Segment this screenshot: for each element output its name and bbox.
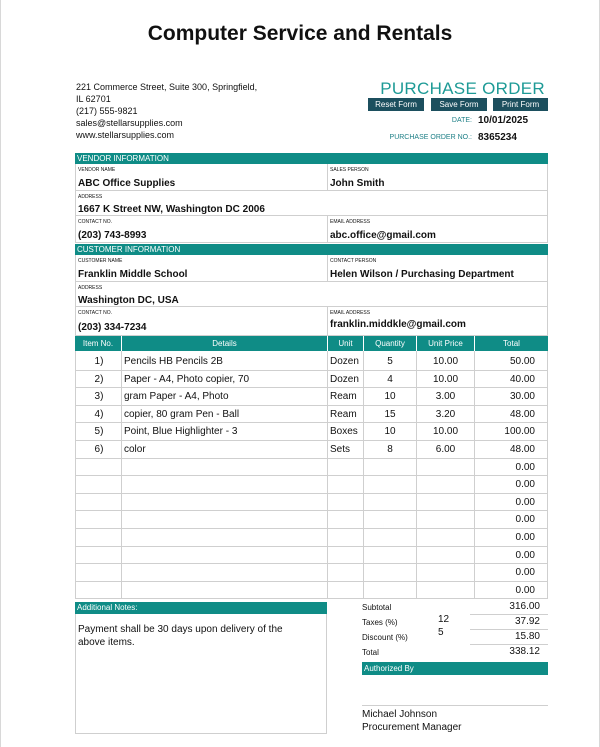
taxes-value: 37.92 xyxy=(514,616,540,627)
cell-unit[interactable]: Ream xyxy=(330,408,357,420)
cell-quantity[interactable] xyxy=(364,459,416,476)
customer-name-label: CUSTOMER NAME xyxy=(78,258,123,264)
discount-label: Discount (%) xyxy=(362,633,408,642)
vendor-name-value: ABC Office Supplies xyxy=(78,178,176,189)
notes-box[interactable] xyxy=(75,614,327,734)
cell-quantity[interactable] xyxy=(364,494,416,511)
cell-unit-price[interactable] xyxy=(417,459,474,476)
cell-total[interactable]: 48.00 xyxy=(509,444,535,455)
customer-name-value: Franklin Middle School xyxy=(78,269,188,280)
cell-unit-price[interactable] xyxy=(417,564,474,581)
vendor-name-label: VENDOR NAME xyxy=(78,167,116,173)
purchase-order-title: PURCHASE ORDER xyxy=(380,79,545,98)
cell-details[interactable]: color xyxy=(124,444,146,455)
cell-details[interactable] xyxy=(124,476,327,493)
cell-quantity[interactable] xyxy=(364,564,416,581)
customer-address-label: ADDRESS xyxy=(78,285,103,291)
company-phone: (217) 555-9821 xyxy=(76,106,138,116)
cell-details[interactable] xyxy=(124,511,327,528)
cell-total[interactable]: 0.00 xyxy=(515,479,535,491)
cell-quantity[interactable] xyxy=(364,511,416,528)
cell-unit[interactable] xyxy=(330,582,364,599)
cell-quantity[interactable] xyxy=(364,529,416,546)
cell-unit-price[interactable] xyxy=(417,476,474,493)
cell-total[interactable]: 0.00 xyxy=(515,514,535,526)
taxes-percent[interactable]: 12 xyxy=(438,614,450,625)
company-email: sales@stellarsupplies.com xyxy=(76,118,183,128)
cell-item-no[interactable]: 5) xyxy=(94,426,104,438)
col-header-details: Details xyxy=(122,336,327,351)
cell-unit-price[interactable] xyxy=(417,547,474,564)
cell-unit-price[interactable] xyxy=(417,511,474,528)
subtotal-value: 316.00 xyxy=(509,601,540,612)
notes-text xyxy=(78,623,283,649)
cell-item-no[interactable] xyxy=(76,511,122,528)
cell-unit-price[interactable]: 3.00 xyxy=(435,391,456,403)
cell-details[interactable] xyxy=(124,582,327,599)
sales-person-value: John Smith xyxy=(330,178,385,189)
cell-unit[interactable] xyxy=(330,494,364,511)
cell-unit[interactable]: Dozen xyxy=(330,356,359,367)
po-number-value[interactable]: 8365234 xyxy=(478,132,517,143)
cell-total[interactable]: 0.00 xyxy=(515,532,535,543)
po-number-label: PURCHASE ORDER NO.: xyxy=(389,134,472,141)
company-address-line1: 221 Commerce Street, Suite 300, Springfield, xyxy=(76,82,258,92)
cell-unit[interactable] xyxy=(330,476,364,493)
customer-name-field[interactable] xyxy=(75,255,328,282)
page-title: Computer Service and Rentals xyxy=(147,22,453,45)
cell-quantity[interactable]: 8 xyxy=(387,444,393,455)
customer-contact-field[interactable] xyxy=(75,307,328,336)
customer-email-label: EMAIL ADDRESS xyxy=(330,310,371,316)
cell-unit[interactable] xyxy=(330,564,364,581)
cell-details[interactable] xyxy=(124,459,327,476)
cell-unit[interactable] xyxy=(330,459,364,476)
customer-email-field[interactable] xyxy=(328,307,548,336)
taxes-divider xyxy=(470,629,548,630)
cell-quantity[interactable]: 5 xyxy=(387,356,393,367)
cell-quantity[interactable]: 10 xyxy=(384,391,396,403)
cell-unit[interactable]: Dozen xyxy=(330,373,359,385)
cell-total[interactable]: 0.00 xyxy=(515,461,535,473)
cell-total[interactable]: 48.00 xyxy=(509,408,535,420)
save-form-button[interactable]: Save Form xyxy=(431,98,487,111)
customer-address-value: Washington DC, USA xyxy=(78,295,179,306)
cell-details[interactable] xyxy=(124,529,327,546)
vendor-address-value: 1667 K Street NW, Washington DC 2006 xyxy=(78,204,265,215)
date-label: DATE: xyxy=(451,117,472,124)
cell-unit[interactable] xyxy=(330,529,364,546)
cell-details[interactable]: Pencils HB Pencils 2B xyxy=(124,356,223,367)
cell-quantity[interactable] xyxy=(364,547,416,564)
col-header-unit-price: Unit Price xyxy=(417,336,474,351)
company-address-line2: IL 62701 xyxy=(76,94,111,104)
column-divider xyxy=(474,351,475,599)
customer-section-header: CUSTOMER INFORMATION xyxy=(75,244,548,255)
cell-quantity[interactable]: 4 xyxy=(387,373,393,385)
cell-details[interactable]: Point, Blue Highlighter - 3 xyxy=(124,426,238,438)
cell-unit-price[interactable]: 10.00 xyxy=(432,426,459,438)
cell-item-no[interactable] xyxy=(76,476,122,493)
cell-details[interactable]: gram Paper - A4, Photo xyxy=(124,391,229,403)
company-address-block xyxy=(76,81,276,141)
print-form-button[interactable]: Print Form xyxy=(493,98,548,111)
grand-total-value: 338.12 xyxy=(509,646,540,657)
cell-quantity[interactable] xyxy=(364,476,416,493)
cell-item-no[interactable] xyxy=(76,564,122,581)
notes-line2: above items. xyxy=(78,637,135,648)
vendor-contact-field[interactable] xyxy=(75,216,328,243)
cell-details[interactable]: copier, 80 gram Pen - Ball xyxy=(124,408,240,420)
cell-details[interactable] xyxy=(124,564,327,581)
column-divider xyxy=(327,351,328,599)
cell-unit[interactable] xyxy=(330,511,364,528)
cell-item-no[interactable]: 2) xyxy=(94,373,104,385)
cell-unit[interactable] xyxy=(330,547,364,564)
column-divider xyxy=(121,351,122,599)
cell-unit-price[interactable]: 10.00 xyxy=(432,356,459,367)
cell-item-no[interactable]: 6) xyxy=(94,444,104,455)
cell-details[interactable]: Paper - A4, Photo copier, 70 xyxy=(124,373,250,385)
cell-item-no[interactable] xyxy=(76,529,122,546)
vendor-section-header: VENDOR INFORMATION xyxy=(75,153,548,164)
cell-item-no[interactable] xyxy=(76,459,122,476)
cell-total[interactable]: 100.00 xyxy=(504,426,535,438)
taxes-label: Taxes (%) xyxy=(362,618,398,627)
subtotal-divider xyxy=(470,614,548,615)
vendor-contact-label: CONTACT NO. xyxy=(78,219,112,225)
col-header-unit: Unit xyxy=(328,336,363,351)
column-divider xyxy=(547,351,548,599)
company-website: www.stellarsupplies.com xyxy=(76,130,175,140)
cell-item-no[interactable]: 4) xyxy=(94,408,104,420)
vendor-contact-value: (203) 743-8993 xyxy=(78,230,147,241)
cell-unit-price[interactable] xyxy=(417,494,474,511)
cell-unit-price[interactable] xyxy=(417,529,474,546)
discount-divider xyxy=(470,644,548,645)
col-header-item-no: Item No. xyxy=(75,336,121,351)
cell-unit-price[interactable]: 6.00 xyxy=(435,444,456,455)
col-header-quantity: Quantity xyxy=(364,336,416,351)
cell-item-no[interactable] xyxy=(76,547,122,564)
discount-value: 15.80 xyxy=(514,631,540,642)
cell-unit[interactable]: Boxes xyxy=(330,426,358,438)
cell-details[interactable] xyxy=(124,547,327,564)
cell-total[interactable]: 0.00 xyxy=(515,549,535,561)
cell-total[interactable]: 0.00 xyxy=(515,567,535,579)
discount-percent[interactable]: 5 xyxy=(438,627,444,638)
cell-quantity[interactable] xyxy=(364,582,416,599)
cell-item-no[interactable]: 1) xyxy=(94,356,104,367)
cell-total[interactable]: 0.00 xyxy=(515,496,535,508)
contact-person-field[interactable] xyxy=(328,255,548,282)
cell-unit-price[interactable]: 3.20 xyxy=(435,408,456,420)
authorized-signatory xyxy=(362,708,462,734)
cell-quantity[interactable]: 10 xyxy=(384,426,396,438)
cell-total[interactable]: 40.00 xyxy=(509,373,535,385)
vendor-email-label: EMAIL ADDRESS xyxy=(330,219,371,225)
cell-item-no[interactable] xyxy=(76,582,122,599)
sales-person-field[interactable] xyxy=(328,164,548,191)
cell-unit-price[interactable]: 10.00 xyxy=(432,373,459,385)
customer-contact-value: (203) 334-7234 xyxy=(78,322,147,333)
authorized-name: Michael Johnson xyxy=(362,709,438,720)
vendor-address-label: ADDRESS xyxy=(78,194,103,200)
authorized-title: Procurement Manager xyxy=(362,722,462,733)
customer-contact-label: CONTACT NO. xyxy=(78,310,112,316)
customer-email-value: franklin.middkle@gmail.com xyxy=(330,319,466,330)
column-divider xyxy=(75,351,76,599)
cell-item-no[interactable]: 3) xyxy=(94,391,104,403)
reset-form-button[interactable]: Reset Form xyxy=(368,98,424,111)
cell-total[interactable]: 30.00 xyxy=(509,391,535,403)
contact-person-label: CONTACT PERSON xyxy=(330,258,377,264)
date-value[interactable]: 10/01/2025 xyxy=(478,115,529,126)
notes-header: Additional Notes: xyxy=(75,602,327,614)
signature-line xyxy=(362,705,548,706)
total-label: Total xyxy=(362,648,379,657)
cell-details[interactable] xyxy=(124,494,327,511)
contact-person-value: Helen Wilson / Purchasing Department xyxy=(330,269,514,280)
vendor-address-field[interactable] xyxy=(75,191,548,216)
cell-total[interactable]: 0.00 xyxy=(515,584,535,596)
sales-person-label: SALES PERSON xyxy=(330,167,369,173)
vendor-email-value: abc.office@gmail.com xyxy=(330,230,436,241)
col-header-total: Total xyxy=(475,336,548,351)
cell-unit[interactable]: Ream xyxy=(330,391,357,403)
cell-item-no[interactable] xyxy=(76,494,122,511)
cell-quantity[interactable]: 15 xyxy=(384,408,396,420)
cell-unit-price[interactable] xyxy=(417,582,474,599)
cell-total[interactable]: 50.00 xyxy=(509,356,535,367)
row-divider xyxy=(75,598,548,599)
vendor-email-field[interactable] xyxy=(328,216,548,243)
subtotal-label: Subtotal xyxy=(362,603,392,612)
notes-line1: Payment shall be 30 days upon delivery of the xyxy=(78,624,283,635)
customer-address-field[interactable] xyxy=(75,282,548,307)
column-divider xyxy=(416,351,417,599)
vendor-name-field[interactable] xyxy=(75,164,328,191)
cell-unit[interactable]: Sets xyxy=(330,444,351,455)
authorized-by-header: Authorized By xyxy=(362,662,548,675)
column-divider xyxy=(363,351,364,599)
